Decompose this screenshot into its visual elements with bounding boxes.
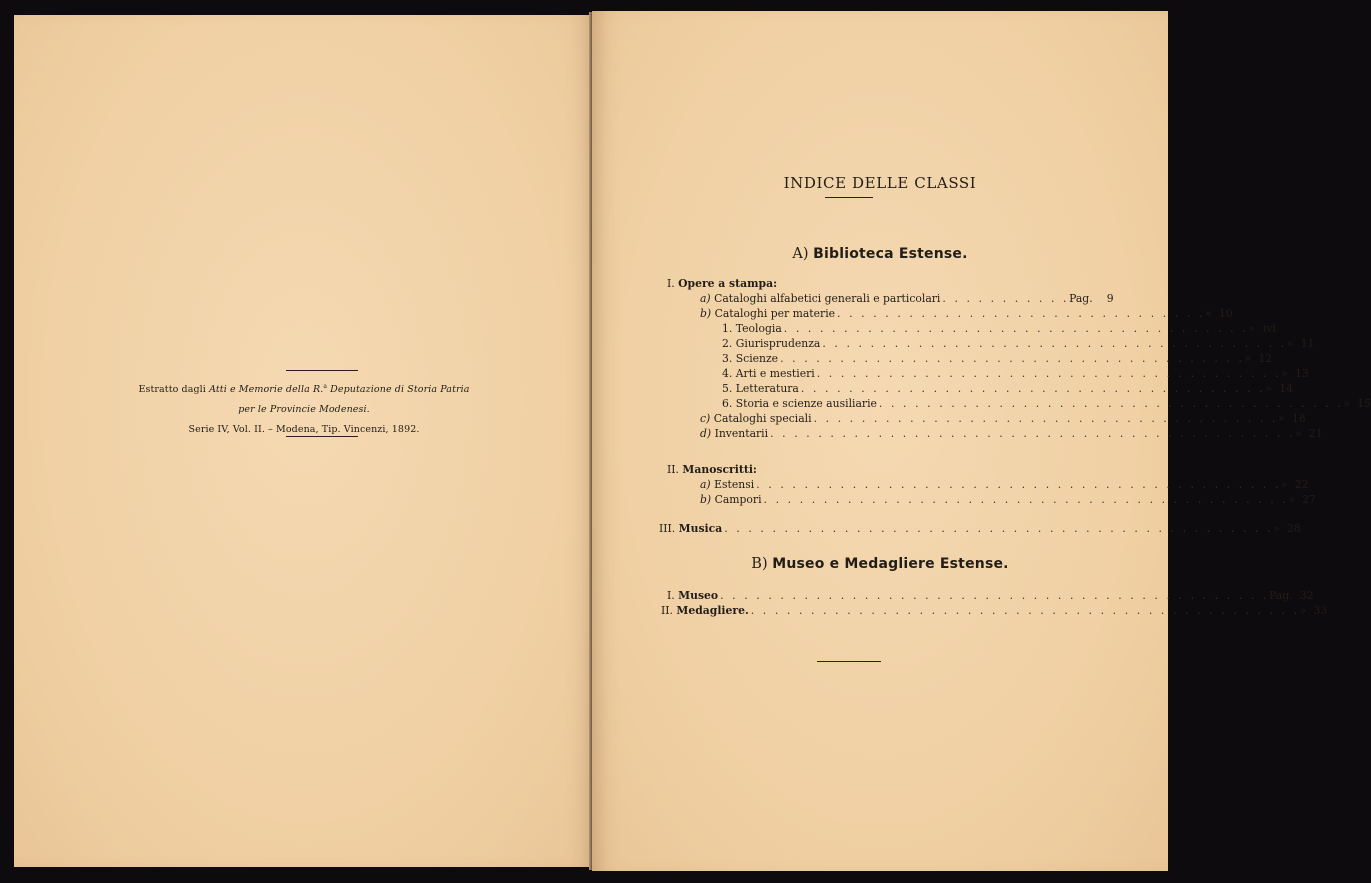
toc-entry: 4. Arti e mestieri . . . . . . . . . . . . . . . . . . . . . . . . . . . . . . . . . . . . . . . » 13 bbox=[722, 367, 1309, 380]
imprint-line-3: Serie IV, Vol. II. – Modena, Tip. Vincenzi, 1892. bbox=[188, 424, 420, 436]
section-a-heading: A) Biblioteca Estense. bbox=[792, 246, 968, 262]
imprint-block bbox=[14, 377, 594, 440]
imprint-line-1: Estratto dagli Atti e Memorie della R.$^a$ Deputazione di Storia Patria bbox=[138, 383, 470, 396]
right-page bbox=[592, 11, 1371, 871]
toc-entry: a) Cataloghi alfabetici generali e particolari . . . . . . . . . . . Pag. 9 bbox=[700, 292, 1114, 305]
group-heading: II. Manoscritti: bbox=[667, 463, 757, 476]
toc-entry: 2. Giurisprudenza . . . . . . . . . . . . . . . . . . . . . . . . . . . . . . . . . . . . . . . » 11 bbox=[722, 337, 1315, 350]
left-page bbox=[14, 15, 594, 867]
imprint-bottom-rule bbox=[286, 436, 358, 437]
page-title: INDICE DELLE CLASSI bbox=[783, 174, 977, 192]
closing-rule bbox=[817, 661, 881, 662]
toc-entry: I. Museo . . . . . . . . . . . . . . . . . . . . . . . . . . . . . . . . . . . . . . . . . . . . . . Pag. 32 bbox=[667, 589, 1314, 602]
toc-entry: d) Inventarii . . . . . . . . . . . . . . . . . . . . . . . . . . . . . . . . . . . . . . . . . . . . » 21 bbox=[700, 427, 1323, 440]
toc-entry: c) Cataloghi speciali . . . . . . . . . . . . . . . . . . . . . . . . . . . . . . . . . . . . . . . » 18 bbox=[700, 412, 1306, 425]
toc-entry: a) Estensi . . . . . . . . . . . . . . . . . . . . . . . . . . . . . . . . . . . . . . . . . . . . » 22 bbox=[700, 478, 1309, 491]
toc-entry: b) Cataloghi per materie . . . . . . . . . . . . . . . . . . . . . . . . . . . . . . . » 10 bbox=[700, 307, 1233, 320]
toc-entry: 1. Teologia . . . . . . . . . . . . . . . . . . . . . . . . . . . . . . . . . . . . . . . » ivi bbox=[722, 322, 1276, 335]
title-rule bbox=[825, 197, 873, 198]
toc-entry: II. Medagliere. . . . . . . . . . . . . . . . . . . . . . . . . . . . . . . . . . . . . . . . . . . . . . . » 33 bbox=[661, 604, 1328, 617]
toc-entry: 3. Scienze . . . . . . . . . . . . . . . . . . . . . . . . . . . . . . . . . . . . . . . » 12 bbox=[722, 352, 1273, 365]
toc-entry: III. Musica . . . . . . . . . . . . . . . . . . . . . . . . . . . . . . . . . . . . . . . . . . . . . . » 28 bbox=[659, 522, 1301, 535]
toc-entry: b) Campori . . . . . . . . . . . . . . . . . . . . . . . . . . . . . . . . . . . . . . . . . . . . » 27 bbox=[700, 493, 1316, 506]
imprint-top-rule bbox=[286, 370, 358, 371]
toc-entry: 6. Storia e scienze ausiliarie . . . . . . . . . . . . . . . . . . . . . . . . . . . . . . . . . . . . . . . » 15 bbox=[722, 397, 1371, 410]
imprint-line-2: per le Provincie Modenesi. bbox=[238, 404, 370, 416]
section-b-heading: B) Museo e Medagliere Estense. bbox=[751, 556, 1009, 572]
group-heading: I. Opere a stampa: bbox=[667, 277, 778, 290]
toc-entry: 5. Letteratura . . . . . . . . . . . . . . . . . . . . . . . . . . . . . . . . . . . . . . . » 14 bbox=[722, 382, 1293, 395]
